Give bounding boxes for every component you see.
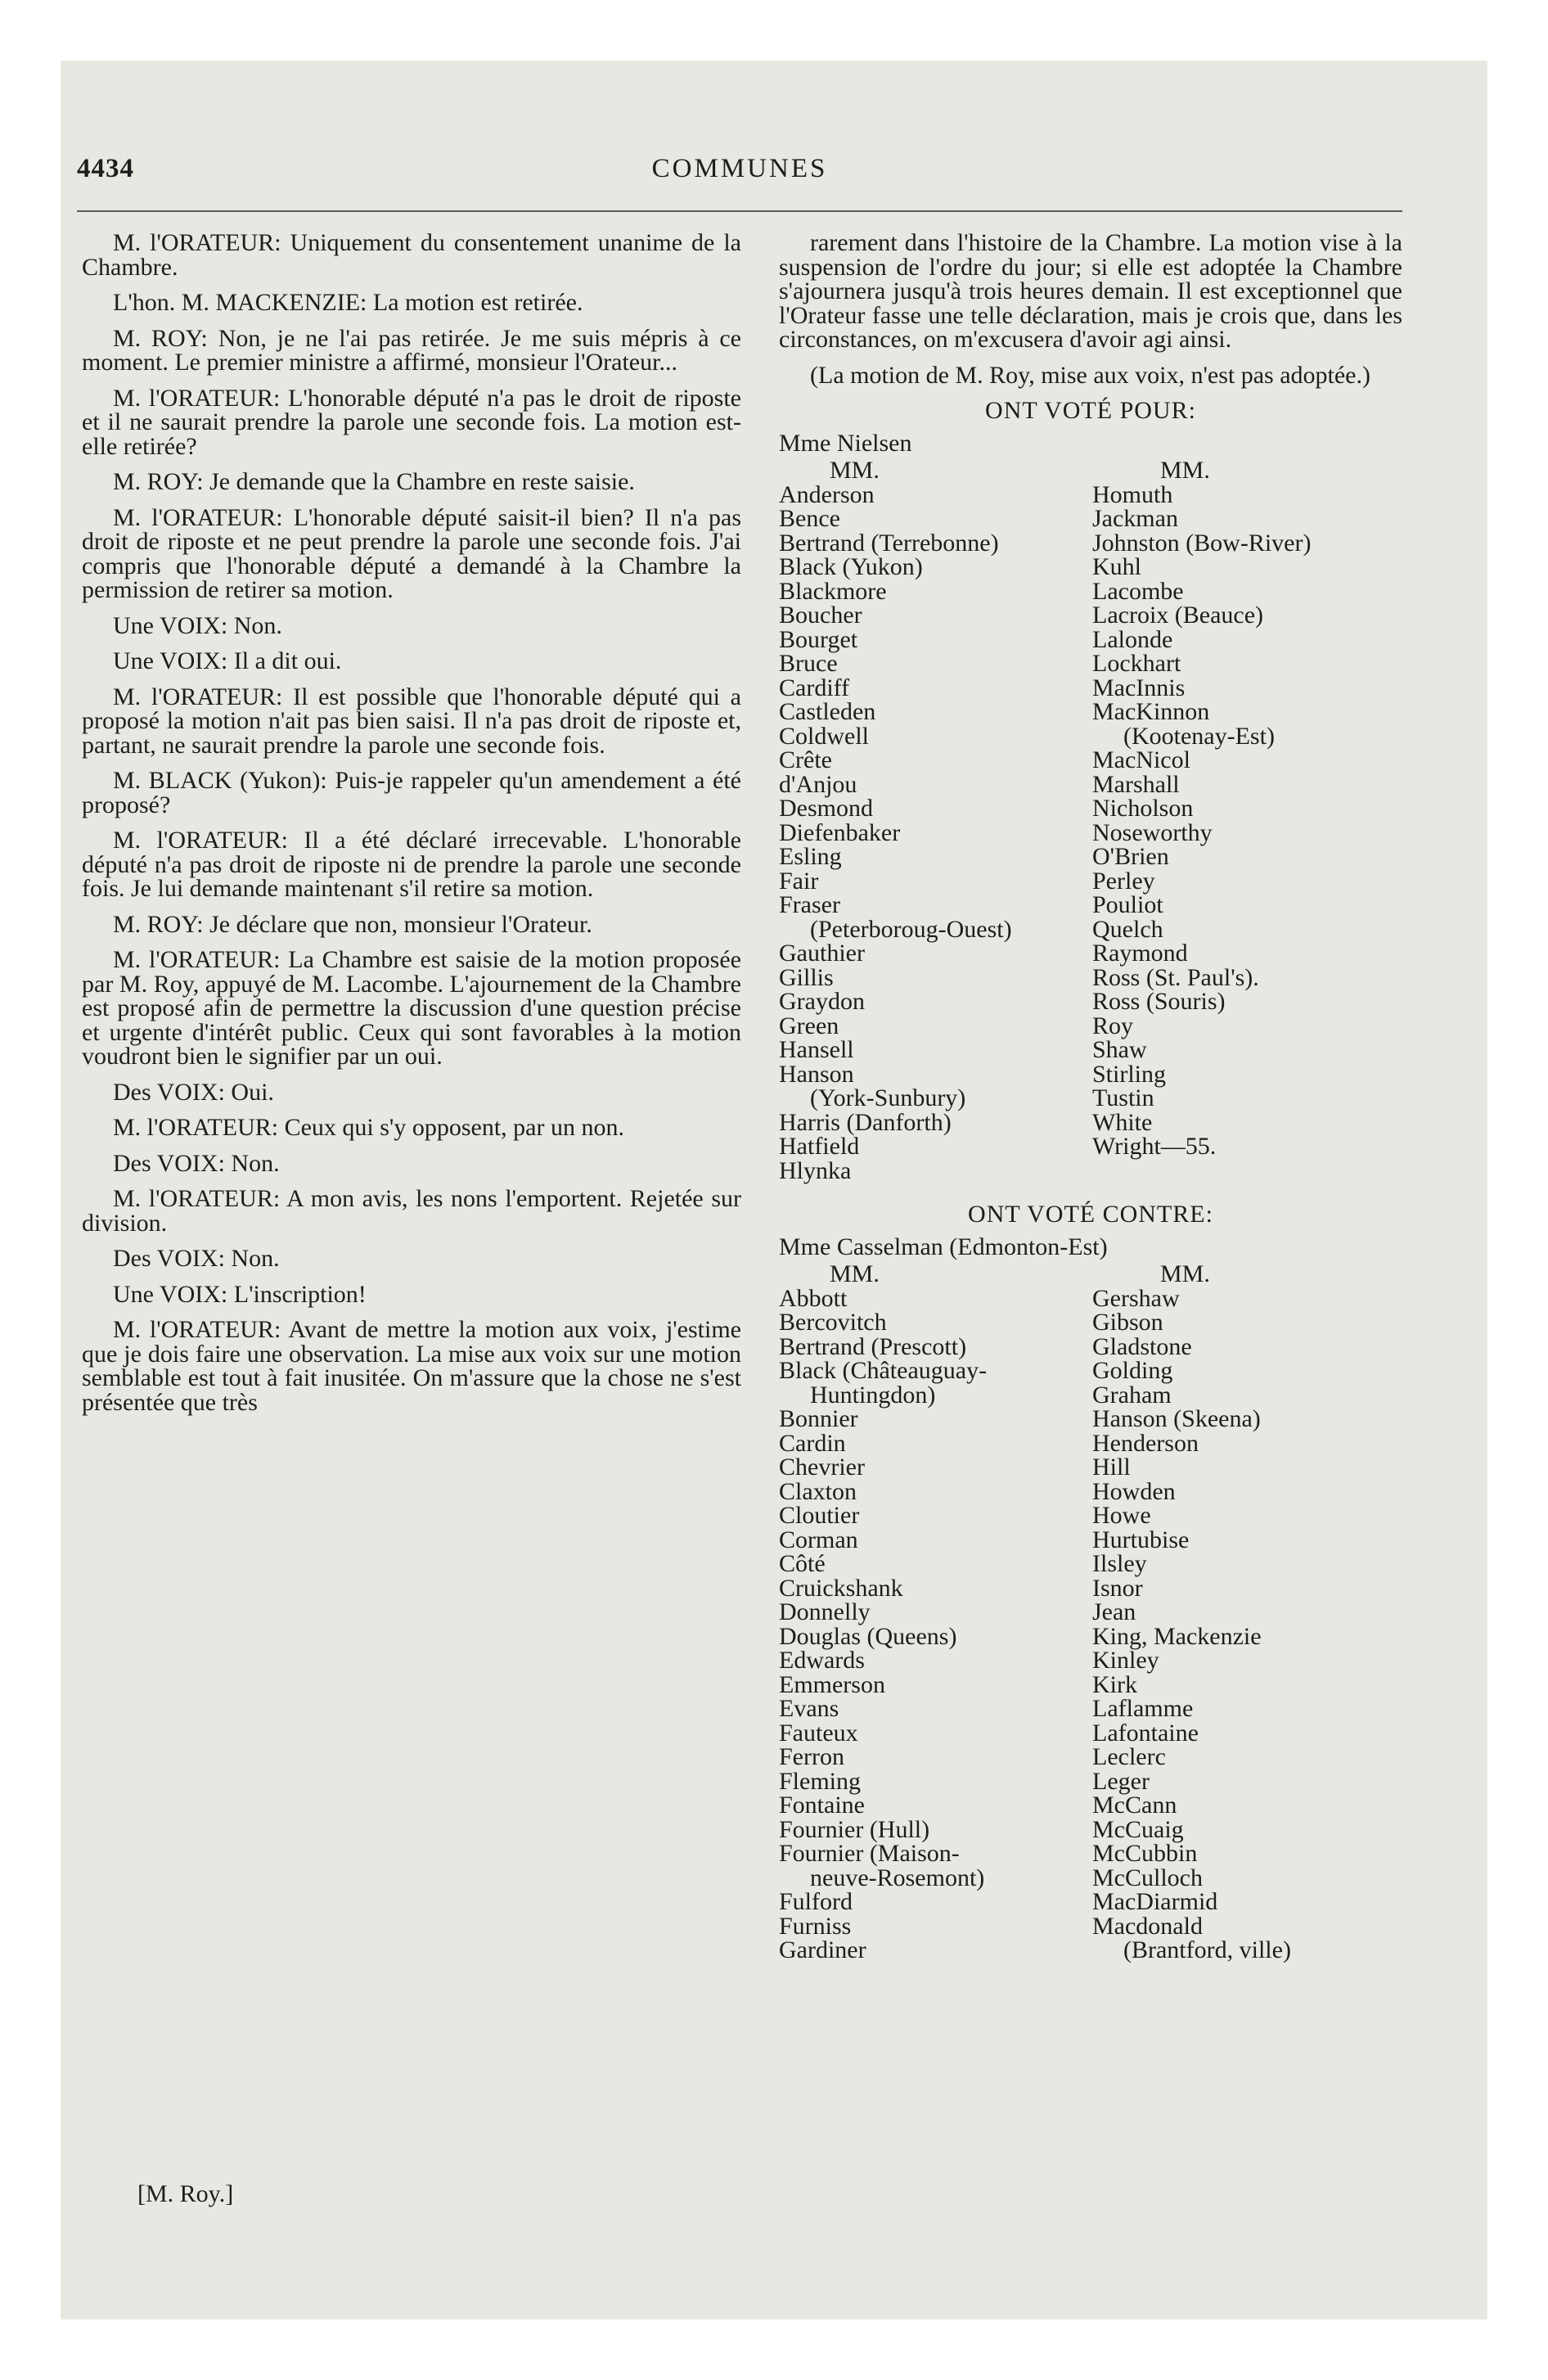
- vote-contre-lists: [779, 1284, 1402, 1963]
- member-name: Cardin: [779, 1429, 846, 1457]
- member-name: Hurtubise: [1092, 1526, 1190, 1553]
- member-name: Raymond: [1092, 940, 1188, 967]
- member-name: (Kootenay-Est): [1123, 722, 1275, 750]
- paragraph: M. l'ORATEUR: L'honorable député saisit-il bien? Il n'a pas droit de riposte et ne peut prendre la parole une seconde fois. J'ai compris que l'honorable député a demandé à la Chambre la permission de retirer sa motion.: [82, 503, 741, 603]
- member-name: Cruickshank: [779, 1574, 903, 1602]
- member-name: Fontaine: [779, 1792, 865, 1819]
- member-name: Hlynka: [779, 1156, 852, 1184]
- member-name: Gladstone: [1092, 1332, 1192, 1360]
- col-head: MM.: [830, 457, 880, 484]
- member-name: Green: [779, 1012, 839, 1039]
- member-name: Côté: [779, 1550, 826, 1577]
- member-name: Ferron: [779, 1743, 844, 1770]
- member-name: Anderson: [779, 480, 875, 508]
- paragraph: Des VOIX: Non.: [113, 1245, 280, 1272]
- member-name: Blackmore: [779, 577, 887, 605]
- member-name: Abbott: [779, 1284, 848, 1312]
- member-name: Leger: [1092, 1767, 1150, 1795]
- paragraph: M. l'ORATEUR: Avant de mettre la motion aux voix, j'estime que je dois faire une observation. La mise aux voix sur une motion semblable est tout à fait inusitée. On m'assure que la chose ne s'est présentée que très: [82, 1316, 741, 1416]
- col-head: MM.: [1160, 457, 1210, 484]
- paragraph: L'hon. M. MACKENZIE: La motion est retirée.: [113, 289, 583, 316]
- member-name: McCann: [1092, 1792, 1177, 1819]
- member-name: Perley: [1092, 867, 1155, 895]
- member-name: Lacombe: [1092, 577, 1184, 605]
- member-name: King, Mackenzie: [1092, 1622, 1262, 1650]
- vote-contre-heading: ONT VOTÉ CONTRE:: [968, 1201, 1213, 1228]
- member-name: White: [1092, 1108, 1153, 1136]
- vote-pour-section: [779, 399, 1402, 1183]
- member-name: (York-Sunbury): [810, 1084, 966, 1111]
- member-name: Lacroix (Beauce): [1092, 602, 1264, 629]
- paragraph: M. l'ORATEUR: Uniquement du consentement unanime de la Chambre.: [82, 229, 741, 281]
- member-name: Roy: [1092, 1012, 1134, 1039]
- member-name: Gershaw: [1092, 1284, 1180, 1312]
- member-name: (Peterboroug-Ouest): [810, 915, 1012, 943]
- member-name: Fair: [779, 867, 819, 895]
- member-name: Ilsley: [1092, 1550, 1147, 1577]
- member-name: Noseworthy: [1092, 818, 1213, 846]
- member-name: O'Brien: [1092, 843, 1169, 870]
- member-name: Johnston (Bow-River): [1092, 529, 1312, 557]
- paragraph: M. l'ORATEUR: Il est possible que l'honorable député qui a proposé la motion n'ait pas bien saisi. Il n'a pas droit de riposte et, partant, ne saurait prendre la parole une seconde fois.: [82, 683, 741, 759]
- vote-contre-list-2: [1092, 1284, 1402, 1963]
- member-name: Fulford: [779, 1888, 853, 1915]
- member-name: Homuth: [1092, 480, 1173, 508]
- paragraph: M. l'ORATEUR: L'honorable député n'a pas le droit de riposte et il ne saurait prendre la parole une seconde fois. La motion est-elle retirée?: [82, 384, 741, 460]
- member-name: Ross (Souris): [1092, 988, 1226, 1015]
- running-head: COMMUNES: [651, 154, 828, 183]
- member-name: Claxton: [779, 1477, 857, 1505]
- page-header: [77, 154, 1402, 187]
- member-name: Gibson: [1092, 1309, 1163, 1336]
- member-name: Hanson (Skeena): [1092, 1405, 1261, 1432]
- paragraph: Des VOIX: Oui.: [113, 1078, 274, 1106]
- vote-pour-heading: ONT VOTÉ POUR:: [985, 397, 1196, 424]
- member-name: Howden: [1092, 1477, 1176, 1505]
- member-name: Bruce: [779, 650, 838, 677]
- member-name: (Brantford, ville): [1123, 1936, 1291, 1963]
- paragraph: M. l'ORATEUR: Il a été déclaré irrecevable. L'honorable député n'a pas droit de riposte ni de prendre la parole une seconde fois. Je lui demande maintenant s'il retire sa motion.: [82, 827, 741, 902]
- member-name: Lockhart: [1092, 650, 1181, 677]
- paragraph: Une VOIX: L'inscription!: [113, 1280, 367, 1308]
- member-name: Macdonald: [1092, 1912, 1203, 1940]
- member-name: Nicholson: [1092, 795, 1194, 822]
- member-name: Cloutier: [779, 1502, 860, 1529]
- paragraph: M. ROY: Je déclare que non, monsieur l'Orateur.: [113, 910, 592, 938]
- member-name: Jean: [1092, 1598, 1136, 1625]
- member-name: Furniss: [779, 1912, 852, 1940]
- paragraph: M. l'ORATEUR: A mon avis, les nons l'emportent. Rejetée sur division.: [82, 1185, 741, 1237]
- member-name: Bercovitch: [779, 1309, 887, 1336]
- right-column: [779, 231, 1402, 1963]
- member-name: Black (Châteauguay-: [779, 1357, 988, 1384]
- paragraph: M. BLACK (Yukon): Puis-je rappeler qu'un amendement a été proposé?: [82, 767, 741, 818]
- member-name: MacNicol: [1092, 746, 1190, 773]
- member-name: Bourget: [779, 625, 858, 653]
- member-name: Fournier (Maison-: [779, 1840, 960, 1867]
- member-name: Howe: [1092, 1502, 1151, 1529]
- paragraph: M. ROY: Non, je ne l'ai pas retirée. Je me suis mépris à ce moment. Le premier ministre a affirmé, monsieur l'Orateur...: [82, 324, 741, 376]
- member-name: Kuhl: [1092, 553, 1141, 580]
- paragraph: Une VOIX: Non.: [113, 611, 282, 639]
- vote-contre-section: [779, 1202, 1402, 1963]
- member-name: Desmond: [779, 795, 873, 822]
- member-name: Bertrand (Terrebonne): [779, 529, 999, 557]
- member-name: Fleming: [779, 1767, 862, 1795]
- member-name: Lafontaine: [1092, 1719, 1199, 1747]
- paragraph: (La motion de M. Roy, mise aux voix, n'est pas adoptée.): [810, 361, 1370, 389]
- vote-pour-mme: Mme Nielsen: [779, 429, 912, 457]
- member-name: Gauthier: [779, 940, 865, 967]
- member-name: Isnor: [1092, 1574, 1143, 1602]
- member-name: neuve-Rosemont): [810, 1864, 985, 1891]
- member-name: Ross (St. Paul's).: [1092, 963, 1259, 991]
- col-head: MM.: [830, 1260, 880, 1287]
- member-name: Emmerson: [779, 1670, 885, 1698]
- member-name: Bence: [779, 505, 840, 532]
- col-head: MM.: [1160, 1260, 1210, 1287]
- member-name: Fauteux: [779, 1719, 858, 1747]
- member-name: Fournier (Hull): [779, 1815, 930, 1843]
- member-name: Donnelly: [779, 1598, 871, 1625]
- member-name: Graham: [1092, 1381, 1172, 1409]
- paragraph: rarement dans l'histoire de la Chambre. La motion vise à la suspension de l'ordre du jour; si elle est adoptée la Chambre s'ajournera jusqu'à trois heures demain. Il est exceptionnel que l'Orateur fasse une telle déclaration, mais je crois que, dans les circonstances, on m'excusera d'avoir agi ainsi.: [779, 229, 1402, 353]
- member-name: Quelch: [1092, 915, 1163, 943]
- member-name: MacKinnon: [1092, 698, 1210, 725]
- member-name: Hill: [1092, 1454, 1131, 1481]
- member-name: Bertrand (Prescott): [779, 1332, 967, 1360]
- paragraph: Une VOIX: Il a dit oui.: [113, 647, 342, 674]
- member-name: Boucher: [779, 602, 862, 629]
- member-name: Hansell: [779, 1036, 854, 1063]
- left-column: [82, 231, 741, 1426]
- member-name: Gillis: [779, 963, 834, 991]
- member-name: Esling: [779, 843, 842, 870]
- vote-pour-list-2: [1092, 480, 1402, 1183]
- vote-pour-col-heads: [779, 458, 1402, 483]
- paragraph: M. ROY: Je demande que la Chambre en reste saisie.: [113, 468, 635, 495]
- vote-contre-list-1: [779, 1284, 1092, 1963]
- member-name: Fraser: [779, 891, 840, 918]
- paragraph: Des VOIX: Non.: [113, 1149, 280, 1177]
- member-name: McCulloch: [1092, 1864, 1203, 1891]
- member-name: Marshall: [1092, 770, 1180, 798]
- member-name: Henderson: [1092, 1429, 1199, 1457]
- member-name: Shaw: [1092, 1036, 1147, 1063]
- member-name: Cardiff: [779, 674, 850, 701]
- member-name: Golding: [1092, 1357, 1173, 1384]
- member-name: Coldwell: [779, 722, 869, 750]
- vote-contre-col-heads: [779, 1262, 1402, 1287]
- member-name: Crête: [779, 746, 832, 773]
- member-name: d'Anjou: [779, 770, 857, 798]
- paragraph: M. l'ORATEUR: Ceux qui s'y opposent, par un non.: [113, 1114, 624, 1141]
- member-name: Huntingdon): [810, 1381, 936, 1409]
- member-name: Evans: [779, 1695, 839, 1722]
- member-name: Pouliot: [1092, 891, 1163, 918]
- member-name: Wright—55.: [1092, 1133, 1217, 1160]
- member-name: Corman: [779, 1526, 858, 1553]
- member-name: Castleden: [779, 698, 876, 725]
- member-name: Bonnier: [779, 1405, 858, 1432]
- speaker-footer: [M. Roy.]: [137, 2180, 234, 2207]
- member-name: Jackman: [1092, 505, 1178, 532]
- member-name: Black (Yukon): [779, 553, 923, 580]
- member-name: Diefenbaker: [779, 818, 901, 846]
- member-name: Stirling: [1092, 1060, 1167, 1088]
- member-name: Douglas (Queens): [779, 1622, 957, 1650]
- member-name: Gardiner: [779, 1936, 866, 1963]
- member-name: Kirk: [1092, 1670, 1137, 1698]
- member-name: Harris (Danforth): [779, 1108, 952, 1136]
- member-name: McCuaig: [1092, 1815, 1184, 1843]
- member-name: Chevrier: [779, 1454, 865, 1481]
- vote-pour-list-1: [779, 480, 1092, 1184]
- member-name: Hanson: [779, 1060, 854, 1088]
- member-name: MacInnis: [1092, 674, 1186, 701]
- vote-pour-lists: [779, 480, 1402, 1184]
- page-number: 4434: [77, 154, 134, 183]
- member-name: Lalonde: [1092, 625, 1173, 653]
- paragraph: M. l'ORATEUR: La Chambre est saisie de la motion proposée par M. Roy, appuyé de M. Lacombe. L'ajournement de la Chambre est proposé afin de permettre la discussion d'une question précise et urgente d'intérêt public. Ceux qui sont favorables à la motion voudront bien le signifier par un oui.: [82, 946, 741, 1070]
- member-name: Edwards: [779, 1647, 865, 1674]
- member-name: Hatfield: [779, 1133, 860, 1160]
- member-name: Tustin: [1092, 1084, 1154, 1111]
- member-name: Kinley: [1092, 1647, 1159, 1674]
- member-name: MacDiarmid: [1092, 1888, 1218, 1915]
- member-name: Leclerc: [1092, 1743, 1166, 1770]
- vote-contre-mme: Mme Casselman (Edmonton-Est): [779, 1233, 1108, 1260]
- member-name: Laflamme: [1092, 1695, 1194, 1722]
- member-name: McCubbin: [1092, 1840, 1198, 1867]
- header-rule: [77, 210, 1402, 212]
- member-name: Graydon: [779, 988, 865, 1015]
